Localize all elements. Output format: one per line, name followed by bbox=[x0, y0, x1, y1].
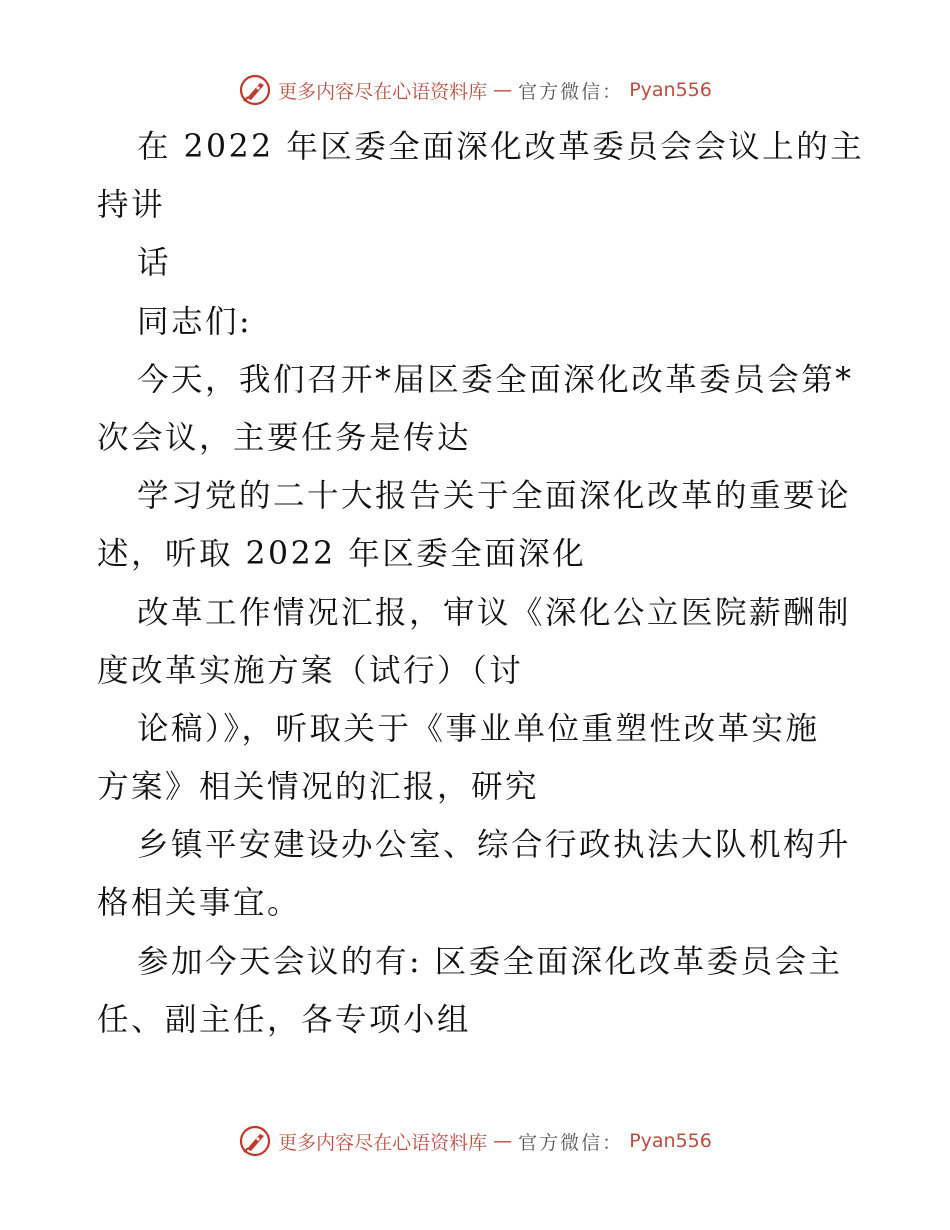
watermark-channel: 官方微信： bbox=[518, 80, 624, 103]
watermark-slogan: 更多内容尽在心语资料库 bbox=[278, 80, 488, 103]
paragraph-line: 格相关事宜。 bbox=[97, 885, 302, 922]
paragraph-line: 论稿）》，听取关于《事业单位重塑性改革实施 bbox=[137, 710, 820, 747]
watermark-account: Pyan556 bbox=[629, 79, 712, 101]
title-line-1: 在 2022 年区委全面深化改革委员会会议上的主 bbox=[137, 129, 865, 165]
watermark-separator: — bbox=[493, 1130, 513, 1152]
paragraph-line: 今天，我们召开*届区委全面深化改革委员会第* bbox=[137, 361, 854, 398]
title-line-2: 持讲 bbox=[97, 187, 166, 224]
watermark-slogan: 更多内容尽在心语资料库 bbox=[278, 1131, 488, 1154]
paragraph-line: 度改革实施方案（试行）（讨 bbox=[97, 652, 524, 689]
paragraph-line: 任、副主任，各专项小组 bbox=[97, 1001, 472, 1038]
paragraph-line: 述，听取 2022 年区委全面深化 bbox=[97, 536, 587, 573]
watermark-channel: 官方微信： bbox=[518, 1131, 624, 1154]
watermark-account: Pyan556 bbox=[629, 1130, 712, 1152]
paragraph-line: 改革工作情况汇报，审议《深化公立医院薪酬制 bbox=[137, 594, 852, 631]
paragraph-line: 学习党的二十大报告关于全面深化改革的重要论 bbox=[137, 478, 852, 515]
salutation: 同志们: bbox=[137, 303, 253, 340]
paragraph-line: 乡镇平安建设办公室、综合行政执法大队机构升 bbox=[137, 827, 852, 864]
pen-nib-logo-icon bbox=[238, 73, 272, 107]
paragraph-line: 方案》相关情况的汇报，研究 bbox=[97, 769, 540, 806]
pen-nib-logo-icon bbox=[238, 1124, 272, 1158]
footer-watermark bbox=[0, 1121, 950, 1161]
header-watermark bbox=[0, 70, 950, 110]
watermark-separator: — bbox=[493, 79, 513, 101]
document-body bbox=[97, 118, 865, 1049]
paragraph-line: 次会议，主要任务是传达 bbox=[97, 419, 472, 456]
paragraph-line: 参加今天会议的有: 区委全面深化改革委员会主 bbox=[137, 943, 843, 980]
title-line-3: 话 bbox=[137, 245, 172, 282]
